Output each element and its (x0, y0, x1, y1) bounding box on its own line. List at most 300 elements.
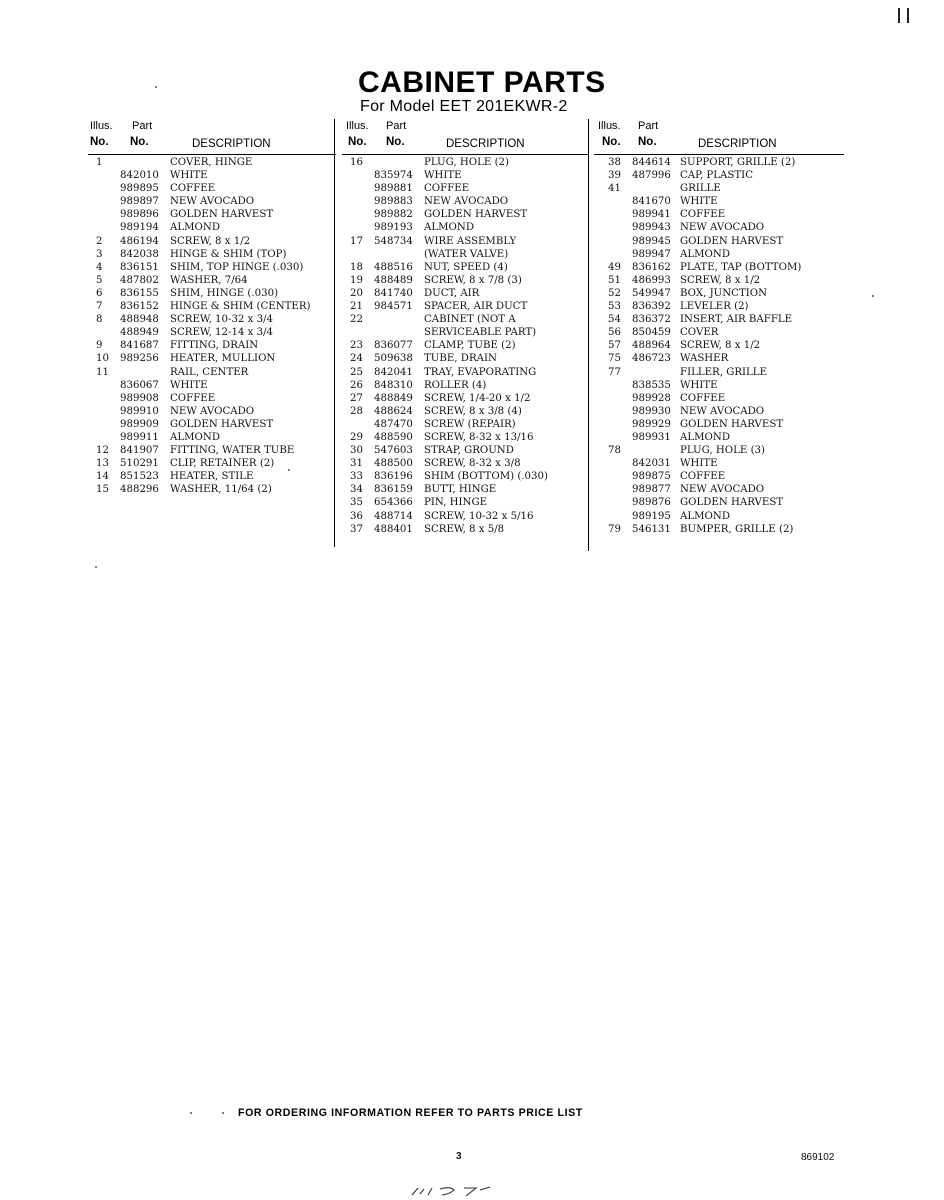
part-description: TUBE, DRAIN (424, 353, 497, 365)
parts-row (88, 157, 336, 170)
parts-row (594, 183, 844, 196)
part-description: SCREW, 1/4-20 x 1/2 (424, 392, 531, 404)
part-description: HINGE & SHIM (CENTER) (170, 301, 311, 313)
part-description: PLUG, HOLE (2) (424, 157, 510, 168)
part-description: SCREW, 12-14 x 3/4 (170, 327, 274, 339)
part-description: ALMOND (680, 248, 730, 260)
column-header (342, 118, 588, 155)
part-number: 836372 (632, 314, 671, 326)
part-number: 841740 (374, 287, 413, 299)
parts-row (594, 209, 844, 222)
illus-number: 12 (96, 445, 109, 457)
illus-number: 22 (350, 314, 363, 326)
page-number: 3 (456, 1151, 462, 1162)
parts-row (342, 458, 588, 471)
illus-number: 52 (608, 287, 621, 299)
illus-number: 14 (96, 471, 109, 483)
part-description: TRAY, EVAPORATING (424, 366, 537, 378)
part-number: 836077 (374, 340, 413, 352)
illus-number: 79 (608, 523, 621, 535)
parts-row (342, 209, 588, 222)
illus-number: 25 (350, 366, 363, 378)
part-number: 989908 (120, 392, 159, 404)
parts-column-3 (594, 118, 844, 537)
part-number: 549947 (632, 287, 671, 299)
part-description: COFFEE (680, 209, 726, 221)
part-number: 836196 (374, 471, 413, 483)
parts-row (342, 432, 588, 445)
parts-row (594, 524, 844, 537)
model-subtitle: For Model EET 201EKWR-2 (360, 98, 568, 115)
illus-number: 51 (608, 274, 621, 286)
illus-number: 78 (608, 445, 621, 457)
illus-number: 4 (96, 261, 103, 273)
scan-speck (288, 469, 290, 471)
part-description: WHITE (680, 196, 718, 208)
illus-number: 18 (350, 261, 363, 273)
parts-row (88, 236, 336, 249)
part-description: PLUG, HOLE (3) (680, 445, 766, 457)
illus-number: 34 (350, 484, 363, 496)
part-description: PLATE, TAP (BOTTOM) (680, 261, 802, 273)
header-description: DESCRIPTION (446, 138, 525, 150)
part-number: 848310 (374, 379, 413, 391)
parts-row (88, 249, 336, 262)
parts-row (594, 301, 844, 314)
parts-row (88, 445, 336, 458)
part-number: 488296 (120, 484, 159, 496)
part-description: GOLDEN HARVEST (170, 418, 274, 430)
part-number: 546131 (632, 523, 671, 535)
parts-row (594, 353, 844, 366)
part-number: 851523 (120, 471, 159, 483)
illus-number: 10 (96, 353, 109, 365)
part-description: ALMOND (680, 510, 730, 522)
illus-number: 3 (96, 248, 103, 260)
part-number: 836151 (120, 261, 159, 273)
scan-speck (95, 566, 97, 568)
parts-row (88, 353, 336, 366)
header-illus-no: No. (348, 136, 367, 148)
header-illus: Illus. (346, 120, 369, 132)
parts-row (342, 327, 588, 340)
part-description: RAIL, CENTER (170, 366, 249, 378)
part-description: BOX, JUNCTION (680, 287, 768, 299)
part-number: 488500 (374, 458, 413, 470)
part-number: 488949 (120, 327, 159, 339)
part-description: WHITE (680, 458, 718, 470)
part-number: 989877 (632, 484, 671, 496)
part-description: SPACER, AIR DUCT (424, 301, 528, 313)
parts-row (342, 471, 588, 484)
parts-row (342, 236, 588, 249)
illus-number: 29 (350, 431, 363, 443)
part-description: PIN, HINGE (424, 497, 488, 509)
part-number: 547603 (374, 445, 413, 457)
parts-row (88, 209, 336, 222)
header-illus-no: No. (602, 136, 621, 148)
parts-row (594, 471, 844, 484)
parts-row (88, 183, 336, 196)
part-description: CLAMP, TUBE (2) (424, 340, 516, 352)
part-number: 486993 (632, 274, 671, 286)
parts-rows (342, 155, 588, 537)
part-description: SCREW, 8 x 1/2 (170, 235, 251, 247)
column-divider (588, 119, 589, 551)
parts-row (88, 419, 336, 432)
part-number: 488849 (374, 392, 413, 404)
parts-row (342, 524, 588, 537)
part-description: NEW AVOCADO (680, 405, 765, 417)
part-description: WHITE (680, 379, 718, 391)
parts-row (342, 262, 588, 275)
part-description: SCREW, 8 x 1/2 (680, 340, 761, 352)
part-description: ALMOND (170, 431, 220, 443)
part-description: STRAP, GROUND (424, 445, 514, 457)
part-number: 989882 (374, 209, 413, 221)
parts-row (88, 471, 336, 484)
illus-number: 35 (350, 497, 363, 509)
illus-number: 53 (608, 301, 621, 313)
part-description: SCREW, 10-32 x 5/16 (424, 510, 534, 522)
illus-number: 39 (608, 170, 621, 182)
part-number: 842031 (632, 458, 671, 470)
part-number: 989930 (632, 405, 671, 417)
part-number: 989909 (120, 418, 159, 430)
header-illus: Illus. (598, 120, 621, 132)
part-number: 989895 (120, 183, 159, 195)
illus-number: 27 (350, 392, 363, 404)
parts-row (88, 406, 336, 419)
part-description: ALMOND (424, 222, 474, 234)
part-description: HEATER, STILE (170, 471, 254, 483)
column-header (594, 118, 844, 155)
parts-row (342, 367, 588, 380)
illus-number: 13 (96, 458, 109, 470)
part-description: BUTT, HINGE (424, 484, 497, 496)
parts-column-2 (342, 118, 588, 537)
part-number: 989876 (632, 497, 671, 509)
page-title: CABINET PARTS (358, 66, 606, 99)
part-number: 850459 (632, 327, 671, 339)
illus-number: 2 (96, 235, 103, 247)
parts-row (342, 183, 588, 196)
part-description: FILLER, GRILLE (680, 366, 768, 378)
part-number: 989928 (632, 392, 671, 404)
parts-row (88, 196, 336, 209)
parts-row (88, 458, 336, 471)
part-description: CABINET (NOT A (424, 314, 516, 326)
part-number: 989875 (632, 471, 671, 483)
parts-row (342, 196, 588, 209)
part-description: SCREW, 8 x 7/8 (3) (424, 274, 522, 286)
part-description: GRILLE (680, 183, 721, 195)
parts-row (88, 484, 336, 497)
part-number: 842041 (374, 366, 413, 378)
parts-row (342, 419, 588, 432)
parts-row (342, 275, 588, 288)
part-number: 989896 (120, 209, 159, 221)
parts-row (594, 222, 844, 235)
header-illus-no: No. (90, 136, 109, 148)
parts-row (594, 236, 844, 249)
parts-row (342, 288, 588, 301)
part-number: 836155 (120, 287, 159, 299)
part-number: 989881 (374, 183, 413, 195)
illus-number: 21 (350, 301, 363, 313)
parts-row (342, 380, 588, 393)
part-description: SUPPORT, GRILLE (2) (680, 157, 796, 168)
parts-row (594, 170, 844, 183)
part-description: NEW AVOCADO (170, 405, 255, 417)
illus-number: 57 (608, 340, 621, 352)
part-number: 488714 (374, 510, 413, 522)
header-part: Part (132, 120, 153, 132)
parts-row (88, 288, 336, 301)
illus-number: 1 (96, 157, 103, 168)
part-number: 488590 (374, 431, 413, 443)
handwritten-mark (410, 1184, 510, 1198)
parts-row (594, 314, 844, 327)
parts-row (594, 327, 844, 340)
part-number: 488401 (374, 523, 413, 535)
part-number: 989947 (632, 248, 671, 260)
part-description: SERVICEABLE PART) (424, 327, 537, 339)
part-number: 989883 (374, 196, 413, 208)
part-description: COVER (680, 327, 719, 339)
part-description: ALMOND (680, 431, 730, 443)
scan-speck (222, 1112, 224, 1114)
part-description: HINGE & SHIM (TOP) (170, 248, 287, 260)
part-number: 844614 (632, 157, 671, 168)
parts-row (342, 314, 588, 327)
illus-number: 36 (350, 510, 363, 522)
parts-row (88, 170, 336, 183)
parts-row (342, 222, 588, 235)
parts-row (342, 484, 588, 497)
part-number: 989897 (120, 196, 159, 208)
part-number: 488948 (120, 314, 159, 326)
parts-row (342, 249, 588, 262)
part-description: CAP, PLASTIC (680, 170, 753, 182)
illus-number: 77 (608, 366, 621, 378)
part-description: NEW AVOCADO (424, 196, 509, 208)
parts-row (342, 393, 588, 406)
header-part: Part (386, 120, 407, 132)
parts-row (342, 170, 588, 183)
illus-number: 16 (350, 157, 363, 168)
part-number: 487802 (120, 274, 159, 286)
part-description: WIRE ASSEMBLY (424, 235, 517, 247)
illus-number: 56 (608, 327, 621, 339)
illus-number: 26 (350, 379, 363, 391)
illus-number: 24 (350, 353, 363, 365)
parts-row (594, 288, 844, 301)
part-number: 548734 (374, 235, 413, 247)
header-description: DESCRIPTION (192, 138, 271, 150)
parts-row (88, 275, 336, 288)
part-description: WASHER, 11/64 (2) (170, 484, 272, 496)
part-number: 989256 (120, 353, 159, 365)
parts-row (594, 458, 844, 471)
part-description: LEVELER (2) (680, 301, 749, 313)
parts-column-1 (88, 118, 336, 497)
illus-number: 20 (350, 287, 363, 299)
parts-row (88, 393, 336, 406)
illus-number: 37 (350, 523, 363, 535)
parts-row (594, 275, 844, 288)
part-description: GOLDEN HARVEST (170, 209, 274, 221)
part-number: 836162 (632, 261, 671, 273)
parts-row (342, 301, 588, 314)
illus-number: 31 (350, 458, 363, 470)
part-number: 488964 (632, 340, 671, 352)
parts-row (594, 380, 844, 393)
part-description: FITTING, WATER TUBE (170, 445, 295, 457)
illus-number: 7 (96, 301, 103, 313)
parts-row (88, 327, 336, 340)
part-number: 841670 (632, 196, 671, 208)
part-number: 486194 (120, 235, 159, 247)
parts-row (88, 380, 336, 393)
parts-row (594, 340, 844, 353)
parts-row (342, 340, 588, 353)
parts-row (342, 497, 588, 510)
column-header (88, 118, 336, 155)
part-number: 509638 (374, 353, 413, 365)
parts-row (342, 353, 588, 366)
part-description: WHITE (170, 379, 208, 391)
part-description: DUCT, AIR (424, 287, 480, 299)
scan-speck (190, 1112, 192, 1114)
part-number: 836159 (374, 484, 413, 496)
header-part-no: No. (386, 136, 405, 148)
header-part-no: No. (638, 136, 657, 148)
illus-number: 49 (608, 261, 621, 273)
part-description: WHITE (170, 170, 208, 182)
part-number: 487996 (632, 170, 671, 182)
part-number: 989941 (632, 209, 671, 221)
part-number: 989910 (120, 405, 159, 417)
part-description: COFFEE (680, 392, 726, 404)
part-description: INSERT, AIR BAFFLE (680, 314, 793, 326)
part-description: GOLDEN HARVEST (680, 497, 784, 509)
part-number: 989931 (632, 431, 671, 443)
scan-edge-mark (898, 8, 909, 23)
header-part-no: No. (130, 136, 149, 148)
part-number: 984571 (374, 301, 413, 313)
part-description: BUMPER, GRILLE (2) (680, 523, 794, 535)
parts-row (88, 262, 336, 275)
parts-row (88, 222, 336, 235)
part-description: SCREW, 8-32 x 13/16 (424, 431, 534, 443)
part-number: 835974 (374, 170, 413, 182)
part-description: SCREW, 8 x 1/2 (680, 274, 761, 286)
parts-row (594, 367, 844, 380)
illus-number: 17 (350, 235, 363, 247)
part-description: SHIM, TOP HINGE (.030) (170, 261, 304, 273)
part-description: SHIM, HINGE (.030) (170, 287, 279, 299)
illus-number: 38 (608, 157, 621, 168)
part-description: COFFEE (170, 392, 216, 404)
scan-speck (872, 295, 874, 297)
parts-row (88, 432, 336, 445)
illus-number: 33 (350, 471, 363, 483)
part-description: COFFEE (170, 183, 216, 195)
illus-number: 28 (350, 405, 363, 417)
parts-row (594, 445, 844, 458)
parts-rows (594, 155, 844, 537)
illus-number: 30 (350, 445, 363, 457)
part-number: 989194 (120, 222, 159, 234)
part-number: 841687 (120, 340, 159, 352)
part-number: 488624 (374, 405, 413, 417)
parts-row (594, 511, 844, 524)
document-number: 869102 (801, 1152, 835, 1163)
part-description: GOLDEN HARVEST (680, 418, 784, 430)
part-description: COFFEE (680, 471, 726, 483)
part-number: 487470 (374, 418, 413, 430)
part-number: 488489 (374, 274, 413, 286)
part-description: SCREW, 8 x 3/8 (4) (424, 405, 522, 417)
parts-row (594, 157, 844, 170)
part-description: CLIP, RETAINER (2) (170, 458, 275, 470)
parts-row (88, 340, 336, 353)
parts-row (342, 445, 588, 458)
parts-row (594, 419, 844, 432)
part-description: SCREW, 8-32 x 3/8 (424, 458, 521, 470)
parts-row (594, 249, 844, 262)
part-description: ALMOND (170, 222, 220, 234)
header-illus: Illus. (90, 120, 113, 132)
part-number: 989943 (632, 222, 671, 234)
part-number: 842038 (120, 248, 159, 260)
parts-row (594, 393, 844, 406)
illus-number: 5 (96, 274, 103, 286)
scan-speck (155, 86, 157, 88)
illus-number: 15 (96, 484, 109, 496)
illus-number: 8 (96, 314, 103, 326)
part-number: 842010 (120, 170, 159, 182)
part-description: NEW AVOCADO (680, 484, 765, 496)
part-number: 836392 (632, 301, 671, 313)
part-number: 486723 (632, 353, 671, 365)
part-number: 836067 (120, 379, 159, 391)
ordering-note: FOR ORDERING INFORMATION REFER TO PARTS PRICE LIST (238, 1107, 583, 1119)
illus-number: 41 (608, 183, 621, 195)
parts-row (88, 314, 336, 327)
part-description: SCREW, 10-32 x 3/4 (170, 314, 274, 326)
illus-number: 54 (608, 314, 621, 326)
part-number: 510291 (120, 458, 159, 470)
part-description: GOLDEN HARVEST (680, 235, 784, 247)
part-description: ROLLER (4) (424, 379, 487, 391)
parts-row (594, 262, 844, 275)
part-description: WASHER, 7/64 (170, 274, 248, 286)
illus-number: 19 (350, 274, 363, 286)
parts-row (342, 157, 588, 170)
part-description: GOLDEN HARVEST (424, 209, 528, 221)
parts-row (342, 406, 588, 419)
header-description: DESCRIPTION (698, 138, 777, 150)
parts-row (594, 406, 844, 419)
parts-row (594, 196, 844, 209)
illus-number: 23 (350, 340, 363, 352)
part-description: COVER, HINGE (170, 157, 253, 168)
parts-rows (88, 155, 336, 497)
part-description: SHIM (BOTTOM) (.030) (424, 471, 548, 483)
part-number: 488516 (374, 261, 413, 273)
